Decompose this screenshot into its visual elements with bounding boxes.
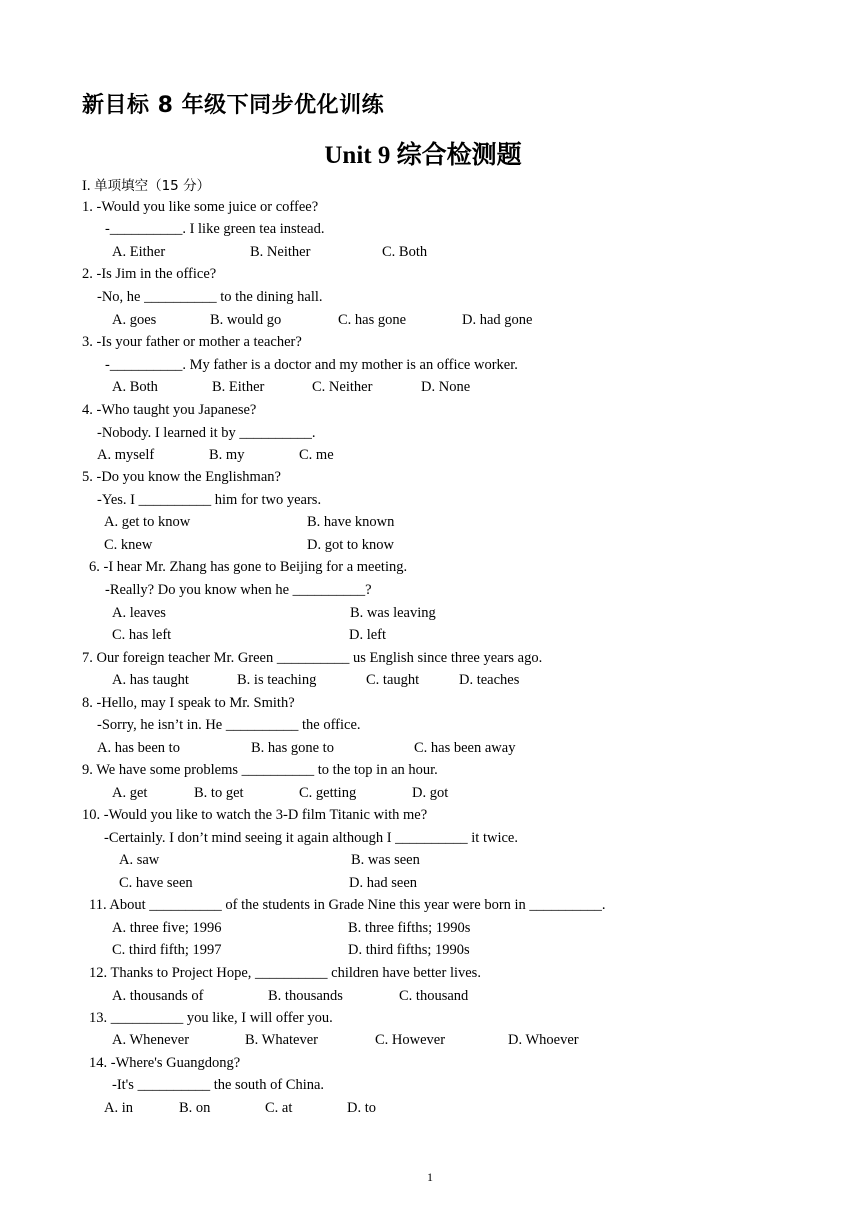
- question-3-line-2: -__________. My father is a doctor and my mother is an office worker.: [105, 357, 518, 373]
- question-4-option-b: B. my: [209, 447, 245, 463]
- question-3-option-d: D. None: [421, 379, 471, 395]
- question-6-stem: 6. -I hear Mr. Zhang has gone to Beijing for a meeting.: [89, 559, 408, 575]
- section-title: 单项填空（15 分）: [94, 178, 211, 194]
- page-number: 1: [427, 1170, 433, 1184]
- question-9-option-d: D. got: [412, 785, 449, 801]
- question-12-option-a: A. thousands of: [112, 988, 204, 1004]
- question-3-option-a: A. Both: [112, 379, 158, 395]
- question-11-option-a: A. three five; 1996: [112, 920, 222, 936]
- question-9-option-a: A. get: [112, 785, 148, 801]
- question-10-option-b: B. was seen: [351, 852, 420, 868]
- question-10-line-2: -Certainly. I don’t mind seeing it again although I __________ it twice.: [104, 830, 518, 846]
- question-8-option-c: C. has been away: [414, 740, 516, 756]
- series-title: 新目标 8 年级下同步优化训练: [82, 93, 385, 118]
- question-6-option-a: A. leaves: [112, 605, 166, 621]
- question-6-option-c: C. has left: [112, 627, 172, 643]
- question-5-option-b: B. have known: [307, 514, 395, 530]
- question-3-option-b: B. Either: [212, 379, 265, 395]
- question-14-line-2: -It's __________ the south of China.: [112, 1077, 325, 1093]
- question-5-option-c: C. knew: [104, 537, 153, 553]
- question-12-option-b: B. thousands: [268, 988, 343, 1004]
- question-10-option-c: C. have seen: [119, 875, 193, 891]
- question-6-option-d: D. left: [349, 627, 387, 643]
- question-8-option-b: B. has gone to: [251, 740, 334, 756]
- question-4-stem: 4. -Who taught you Japanese?: [82, 402, 257, 418]
- question-11-stem: 11. About __________ of the students in Grade Nine this year were born in __________.: [89, 897, 606, 913]
- question-11-option-d: D. third fifths; 1990s: [348, 942, 470, 958]
- question-10-option-a: A. saw: [119, 852, 160, 868]
- question-8-option-a: A. has been to: [97, 740, 180, 756]
- question-14-option-c: C. at: [265, 1100, 293, 1116]
- question-11-option-c: C. third fifth; 1997: [112, 942, 222, 958]
- question-2-option-b: B. would go: [210, 312, 282, 328]
- question-4-option-c: C. me: [299, 447, 334, 463]
- question-2-option-a: A. goes: [112, 312, 157, 328]
- question-14-stem: 14. -Where's Guangdong?: [89, 1055, 241, 1071]
- question-3-option-c: C. Neither: [312, 379, 373, 395]
- question-12-option-c: C. thousand: [399, 988, 469, 1004]
- question-10-stem: 10. -Would you like to watch the 3-D film Titanic with me?: [82, 807, 428, 823]
- question-5-option-d: D. got to know: [307, 537, 394, 553]
- question-13-option-b: B. Whatever: [245, 1032, 319, 1048]
- question-8-stem: 8. -Hello, may I speak to Mr. Smith?: [82, 695, 295, 711]
- question-14-option-a: A. in: [104, 1100, 133, 1116]
- section-label: I.: [82, 178, 91, 194]
- question-1-stem: 1. -Would you like some juice or coffee?: [82, 199, 319, 215]
- question-5-option-a: A. get to know: [104, 514, 191, 530]
- question-11-option-b: B. three fifths; 1990s: [348, 920, 471, 936]
- section-heading: [82, 174, 210, 195]
- question-7-option-d: D. teaches: [459, 672, 520, 688]
- question-1-option-b: B. Neither: [250, 244, 311, 260]
- question-13-option-c: C. However: [375, 1032, 446, 1048]
- question-7-option-a: A. has taught: [112, 672, 189, 688]
- question-2-option-c: C. has gone: [338, 312, 407, 328]
- question-7-option-b: B. is teaching: [237, 672, 317, 688]
- question-4-line-2: -Nobody. I learned it by __________.: [97, 425, 316, 441]
- question-2-option-d: D. had gone: [462, 312, 533, 328]
- question-1-option-c: C. Both: [382, 244, 428, 260]
- question-2-stem: 2. -Is Jim in the office?: [82, 266, 217, 282]
- question-9-option-c: C. getting: [299, 785, 357, 801]
- question-13-option-d: D. Whoever: [508, 1032, 579, 1048]
- question-13-option-a: A. Whenever: [112, 1032, 190, 1048]
- unit-title: Unit 9 综合检测题: [324, 142, 522, 169]
- question-3-stem: 3. -Is your father or mother a teacher?: [82, 334, 302, 350]
- question-6-line-2: -Really? Do you know when he __________?: [105, 582, 372, 598]
- question-2-line-2: -No, he __________ to the dining hall.: [97, 289, 323, 305]
- question-1-option-a: A. Either: [112, 244, 166, 260]
- question-5-line-2: -Yes. I __________ him for two years.: [97, 492, 322, 508]
- question-14-option-d: D. to: [347, 1100, 376, 1116]
- question-9-stem: 9. We have some problems __________ to the top in an hour.: [82, 762, 438, 778]
- question-5-stem: 5. -Do you know the Englishman?: [82, 469, 281, 485]
- question-10-option-d: D. had seen: [349, 875, 418, 891]
- question-13-stem: 13. __________ you like, I will offer you.: [89, 1010, 333, 1026]
- question-7-stem: 7. Our foreign teacher Mr. Green __________ us English since three years ago.: [82, 650, 543, 666]
- question-9-option-b: B. to get: [194, 785, 244, 801]
- question-8-line-2: -Sorry, he isn’t in. He __________ the office.: [97, 717, 361, 733]
- question-6-option-b: B. was leaving: [350, 605, 436, 621]
- question-1-line-2: -__________. I like green tea instead.: [105, 221, 325, 237]
- question-14-option-b: B. on: [179, 1100, 211, 1116]
- question-7-option-c: C. taught: [366, 672, 420, 688]
- question-4-option-a: A. myself: [97, 447, 155, 463]
- question-12-stem: 12. Thanks to Project Hope, __________ children have better lives.: [89, 965, 481, 981]
